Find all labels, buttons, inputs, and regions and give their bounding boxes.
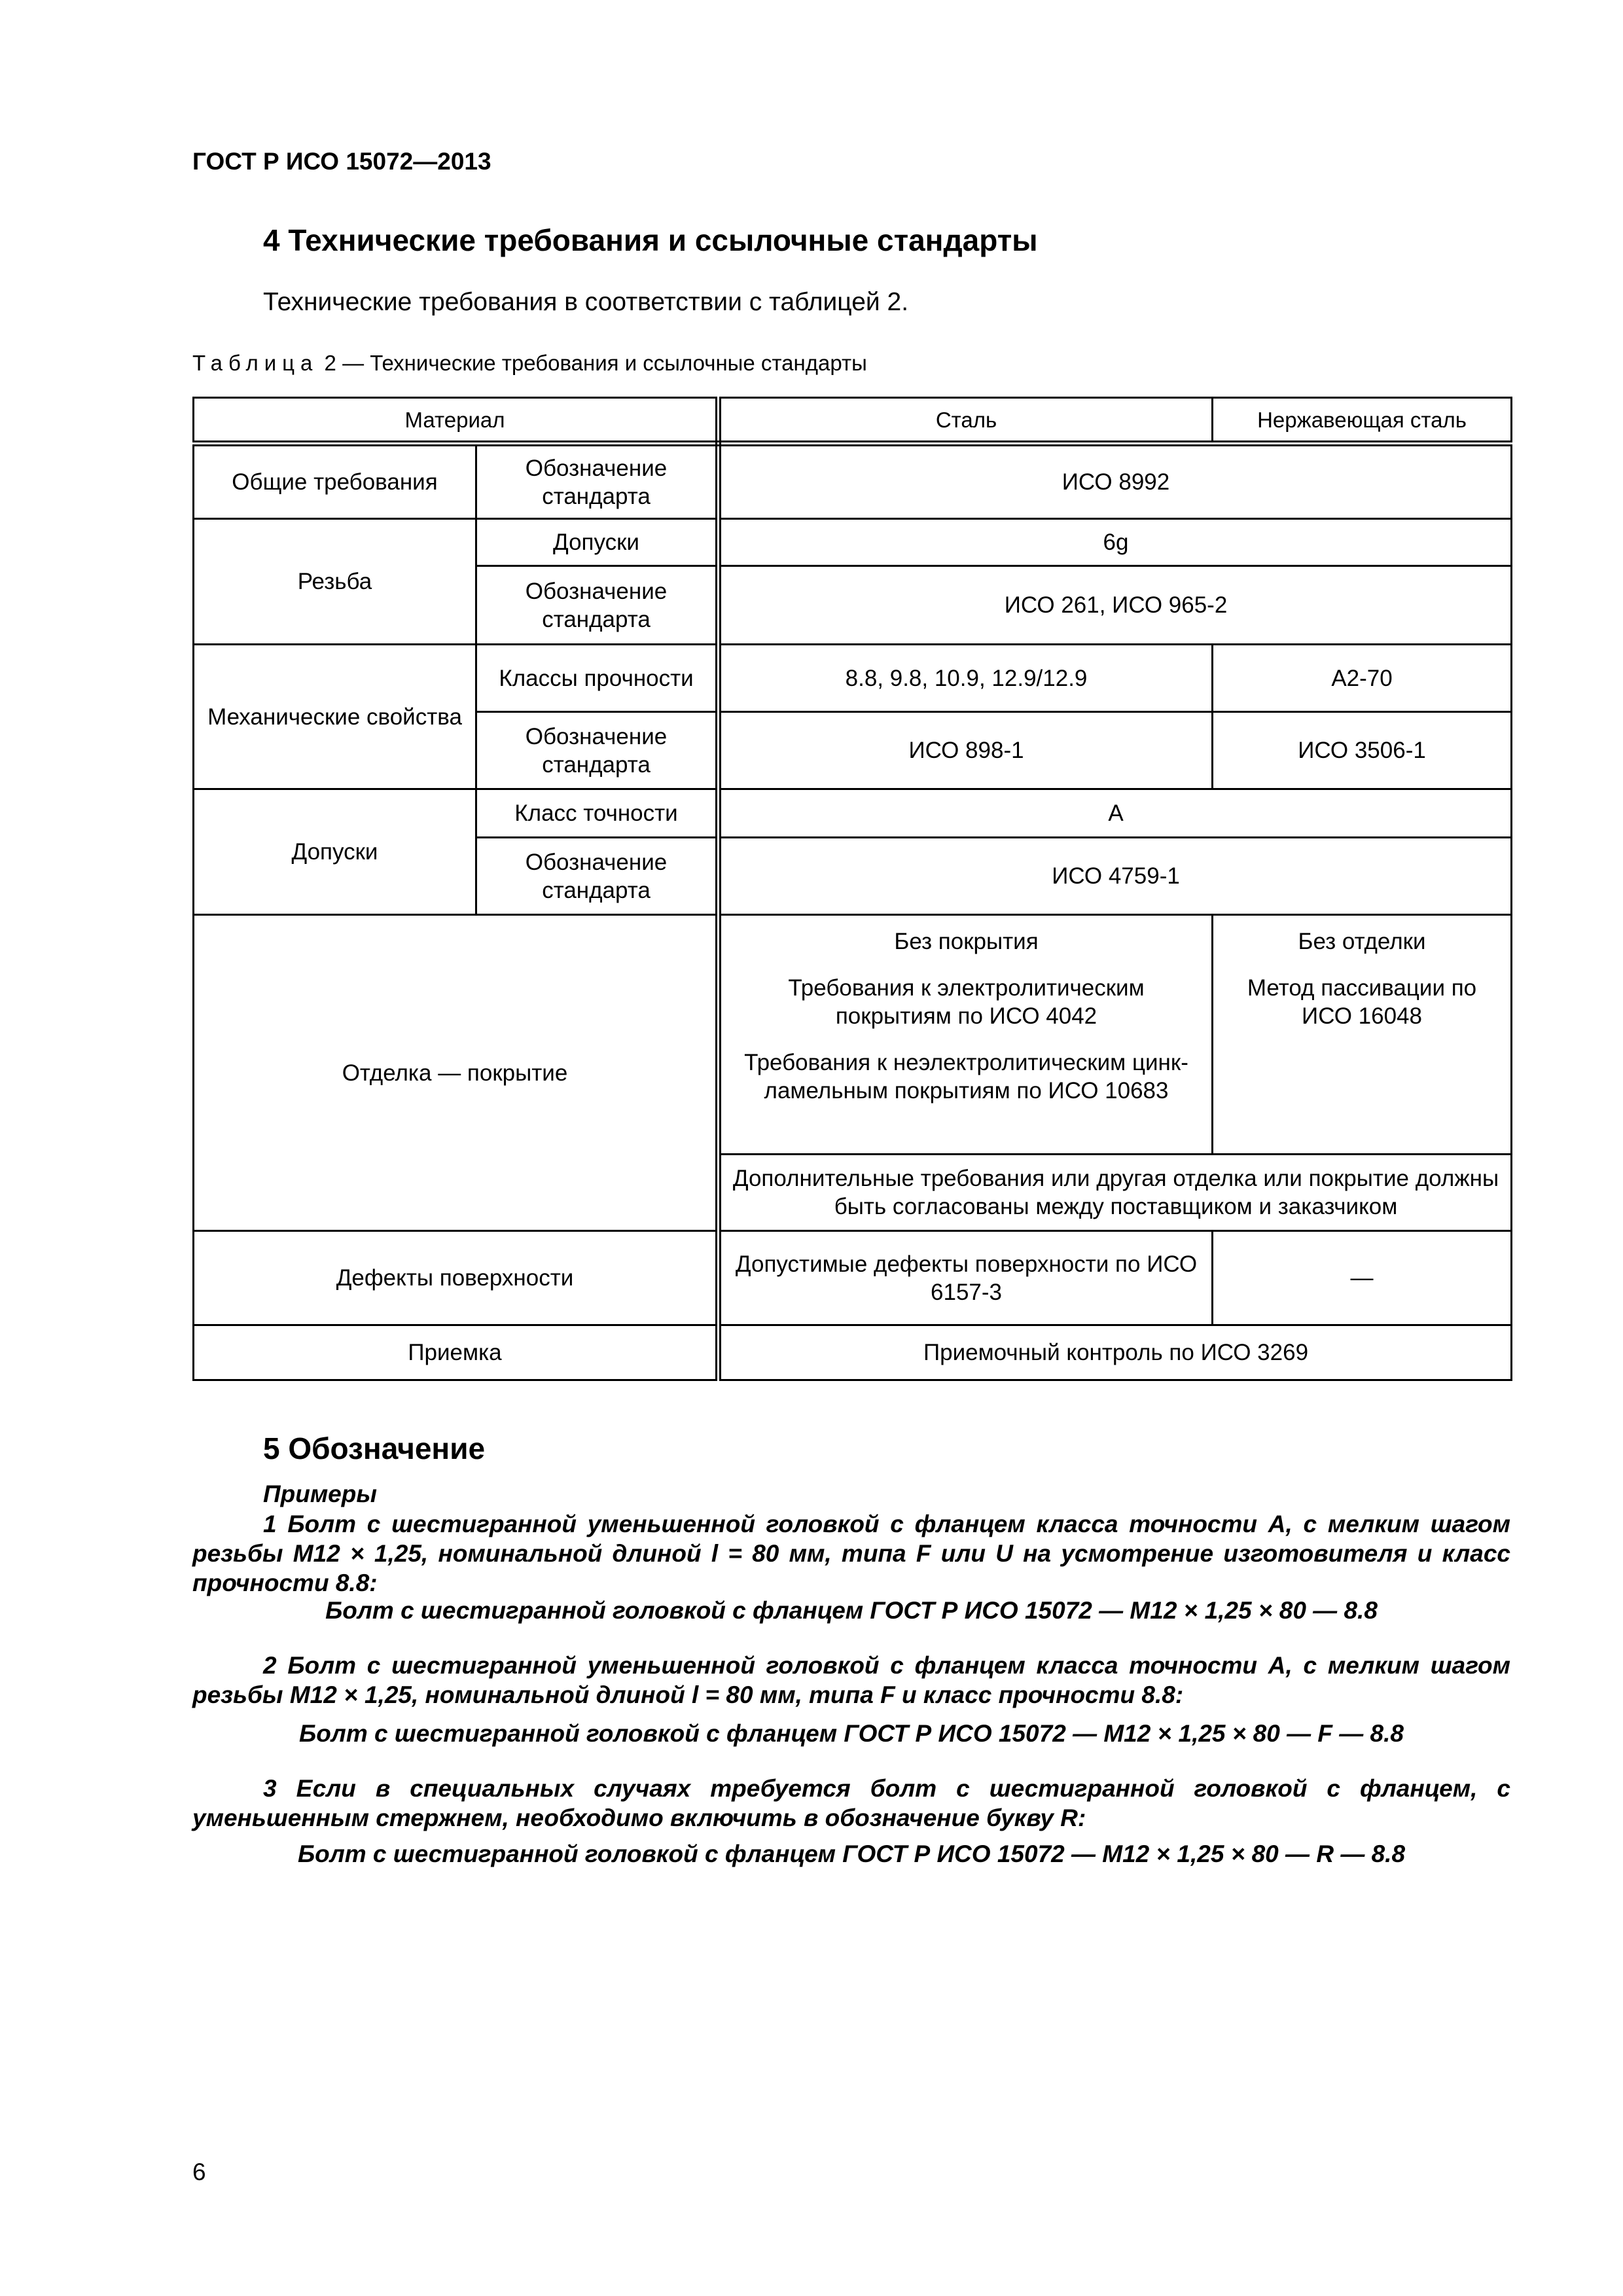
page-number: 6 xyxy=(192,2159,206,2185)
defects-label: Дефекты поверхности xyxy=(194,1231,719,1325)
tolerances-class-sub: Класс точности xyxy=(476,789,719,838)
example-3: 3 Если в специальных случаях требуется болт с шестигранной головкой с фланцем, с уменьшенным стержнем, необходимо включить в обозначение букву R: xyxy=(192,1775,1510,1831)
example-3-designation: Болт с шестигранной головкой с фланцем ГОСТ Р ИСО 15072 — M12 × 1,25 × 80 — R — 8.8 xyxy=(297,1840,1406,1867)
general-sub: Обозначение стандарта xyxy=(476,444,719,519)
mechanical-class-stainless: A2-70 xyxy=(1213,645,1512,712)
document-id: ГОСТ Р ИСО 15072—2013 xyxy=(192,148,491,175)
table-caption xyxy=(192,351,867,376)
tolerances-label: Допуски xyxy=(194,789,476,915)
example-2: 2 Болт с шестигранной уменьшенной головкой с фланцем класса точности А, с мелким шагом резьбы М12 × 1,25, номинальной длиной l = 80 мм, типа F и класс прочности 8.8: xyxy=(192,1652,1510,1708)
finish-stainless-2: Метод пассивации по ИСО 16048 xyxy=(1247,975,1477,1029)
examples-label: Примеры xyxy=(263,1480,377,1507)
thread-std-sub: Обозначение стандарта xyxy=(476,566,719,645)
acceptance-label: Приемка xyxy=(194,1325,719,1380)
table-caption-label: Таблица xyxy=(192,351,319,375)
thread-tolerance-value: 6g xyxy=(719,519,1512,566)
table-row xyxy=(194,444,1512,519)
table-row xyxy=(194,789,1512,838)
tolerances-std-value: ИСО 4759-1 xyxy=(719,838,1512,915)
general-value: ИСО 8992 xyxy=(719,444,1512,519)
table-caption-text: 2 — Технические требования и ссылочные стандарты xyxy=(318,351,867,375)
table-header-row xyxy=(194,398,1512,444)
example-2-designation: Болт с шестигранной головкой с фланцем ГОСТ Р ИСО 15072 — M12 × 1,25 × 80 — F — 8.8 xyxy=(299,1720,1404,1747)
mechanical-label: Механические свойства xyxy=(194,645,476,789)
finish-steel-3: Требования к неэлектролитическим цинк-ламельным покрытиям по ИСО 10683 xyxy=(744,1050,1188,1103)
thread-label: Резьба xyxy=(194,519,476,645)
mechanical-std-sub: Обозначение стандарта xyxy=(476,712,719,789)
mechanical-std-steel: ИСО 898-1 xyxy=(719,712,1213,789)
thread-std-value: ИСО 261, ИСО 965-2 xyxy=(719,566,1512,645)
finish-additional: Дополнительные требования или другая отделка или покрытие должны быть согласованы между поставщиком и заказчиком xyxy=(719,1155,1512,1231)
mechanical-class-sub: Классы прочности xyxy=(476,645,719,712)
finish-steel-1: Без покрытия xyxy=(894,929,1039,954)
acceptance-value: Приемочный контроль по ИСО 3269 xyxy=(719,1325,1512,1380)
general-label: Общие требования xyxy=(194,444,476,519)
finish-stainless-cell xyxy=(1213,915,1512,1155)
table-row xyxy=(194,1325,1512,1380)
table-row xyxy=(194,915,1512,1155)
section-4-title: 4 Технические требования и ссылочные стандарты xyxy=(263,223,1038,257)
header-steel: Сталь xyxy=(719,398,1213,444)
section-5-title: 5 Обозначение xyxy=(263,1431,486,1465)
example-1: 1 Болт с шестигранной уменьшенной головкой с фланцем класса точности А, с мелким шагом резьбы М12 × 1,25, номинальной длиной l = 80 мм, типа F или U на усмотрение изготовителя и класс прочности 8.8: xyxy=(192,1511,1510,1596)
finish-steel-2: Требования к электролитическим покрытиям по ИСО 4042 xyxy=(788,975,1145,1029)
table-row xyxy=(194,1231,1512,1325)
thread-tolerance-sub: Допуски xyxy=(476,519,719,566)
header-material: Материал xyxy=(194,398,719,444)
table-row xyxy=(194,645,1512,712)
finish-label: Отделка — покрытие xyxy=(194,915,719,1231)
table-row xyxy=(194,519,1512,566)
tolerances-class-value: A xyxy=(719,789,1512,838)
section-4-intro: Технические требования в соответствии с таблицей 2. xyxy=(263,288,909,316)
mechanical-class-steel: 8.8, 9.8, 10.9, 12.9/12.9 xyxy=(719,645,1213,712)
tolerances-std-sub: Обозначение стандарта xyxy=(476,838,719,915)
header-stainless: Нержавеющая сталь xyxy=(1213,398,1512,444)
finish-stainless-1: Без отделки xyxy=(1298,929,1426,954)
defects-stainless: — xyxy=(1213,1231,1512,1325)
requirements-table xyxy=(192,397,1512,1381)
finish-steel-cell xyxy=(719,915,1213,1155)
mechanical-std-stainless: ИСО 3506-1 xyxy=(1213,712,1512,789)
defects-steel: Допустимые дефекты поверхности по ИСО 6157-3 xyxy=(719,1231,1213,1325)
example-1-designation: Болт с шестигранной головкой с фланцем ГОСТ Р ИСО 15072 — M12 × 1,25 × 80 — 8.8 xyxy=(325,1597,1378,1624)
